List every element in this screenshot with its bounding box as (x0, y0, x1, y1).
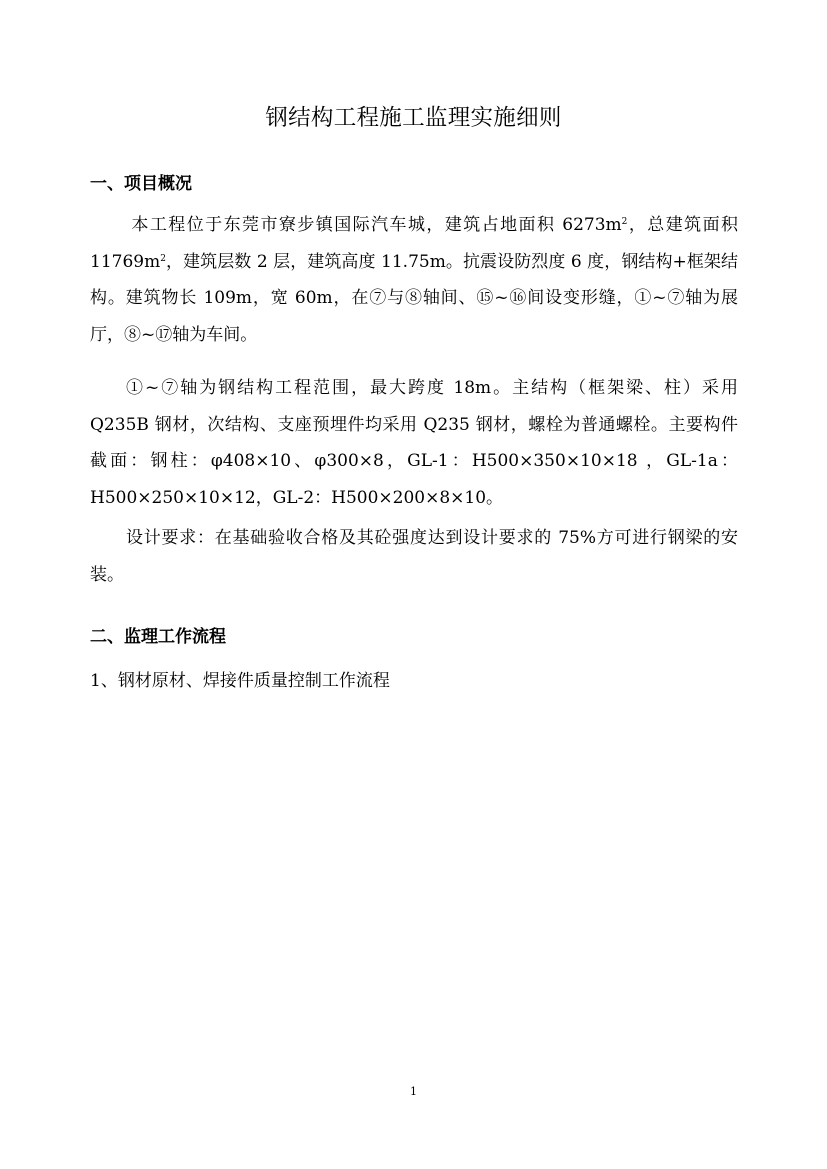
section-heading-supervision-workflow: 二、监理工作流程 (90, 627, 226, 647)
superscript: 2 (160, 253, 166, 264)
paragraph-text: ，建筑层数 2 层，建筑高度 11.75m。抗震设防烈度 6 度，钢结构+框架结构。建筑物长 109m，宽 60m，在⑦与⑧轴间、⑮~⑯间设变形缝，①~⑦轴为展厅，⑧~⑰轴为车间。 (90, 251, 738, 345)
list-item-steel-material-workflow: 1、钢材原材、焊接件质量控制工作流程 (90, 671, 390, 691)
superscript: 2 (621, 217, 628, 227)
paragraph-text: 本工程位于东莞市寮步镇国际汽车城，建筑占地面积 6273m (130, 215, 622, 235)
section-heading-project-overview: 一、项目概况 (90, 174, 192, 194)
paragraph-steel-scope: ①~⑦轴为钢结构工程范围，最大跨度 18m。主结构（框架梁、柱）采用 Q235B 钢材，次结构、支座预埋件均采用 Q235 钢材，螺栓为普通螺栓。主要构件截面：钢柱：φ408×10、φ300×8，GL-1：H500×350×10×18 ，GL-1a：H500×250×10×12，GL-2：H500×200×8×10。 (90, 378, 738, 508)
page-number: 1 (410, 1085, 417, 1098)
document-title: 钢结构工程施工监理实施细则 (265, 105, 562, 131)
paragraph-project-location (90, 207, 738, 353)
paragraph-design-requirement: 设计要求：在基础验收合格及其砼强度达到设计要求的 75%方可进行钢梁的安装。 (90, 528, 738, 585)
paragraph-text: ，总建筑面积 11769m (90, 215, 738, 272)
